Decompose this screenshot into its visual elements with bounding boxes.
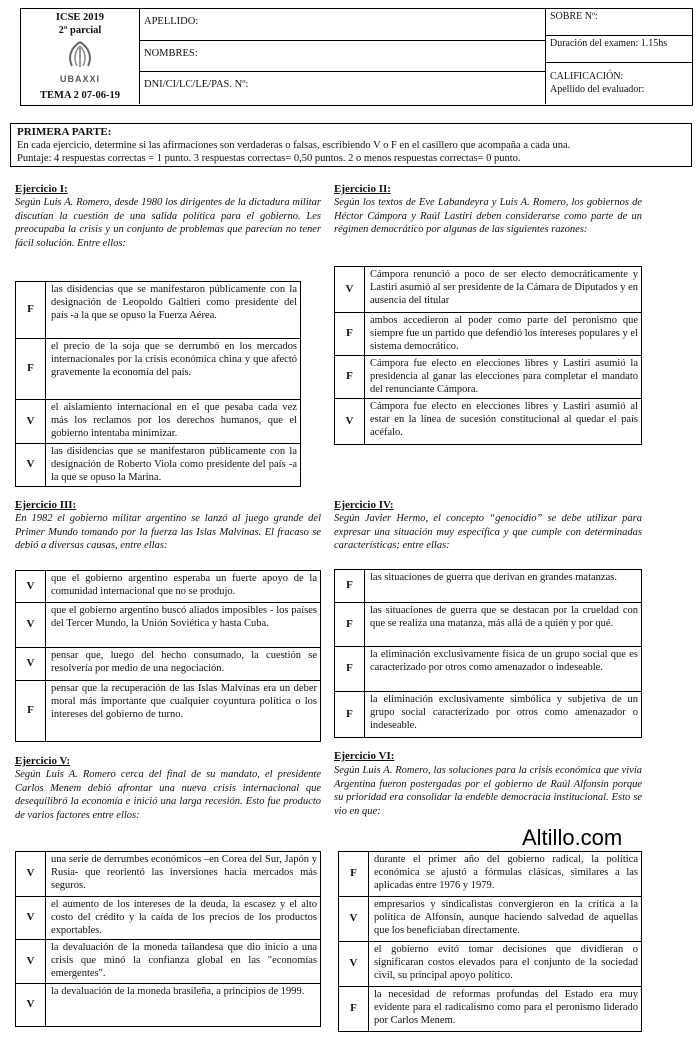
answer-box[interactable]: V <box>16 852 46 896</box>
table-row <box>16 681 320 741</box>
exercise-5-table <box>15 851 321 1027</box>
table-row <box>335 603 641 647</box>
sobre-field[interactable]: SOBRE Nº: <box>546 9 692 36</box>
answer-box[interactable]: F <box>16 681 46 741</box>
statement-text: la necesidad de reformas profundas del Estado era muy evidente para el radicalismo como para el peronismo liderado por Carlos Menem. <box>374 989 638 1026</box>
table-row <box>339 852 641 897</box>
table-row <box>335 313 641 356</box>
statement-text: la devaluación de la moneda tailandesa que dio inicio a una crisis que minó la confianza global en las "economías emergentes". <box>51 942 317 979</box>
answer-box[interactable]: V <box>335 399 365 444</box>
answer-box[interactable]: V <box>16 603 46 647</box>
evaluador-label: Apellido del evaluador: <box>550 83 645 95</box>
statement-text: la eliminación exclusivamente simbólica y subjetiva de un grupo social caracterizado por otros como amenazador o indeseable. <box>370 694 638 731</box>
table-row <box>16 339 300 400</box>
exercise-6-statement: Según Luis A. Romero, las soluciones para la crisis económica que vivía Argentina fueron postergadas por el gobierno de Raúl Alfonsín porque su prioridad era consolidar la endeble democracia institucional. Esto se vio en que: <box>334 765 642 817</box>
answer-box[interactable]: F <box>339 852 369 896</box>
table-row <box>16 897 320 940</box>
answer-box[interactable]: F <box>335 647 365 691</box>
answer-box[interactable]: F <box>335 570 365 602</box>
table-row <box>335 647 641 692</box>
logo-cell <box>21 9 140 104</box>
scoring-text: Puntaje: 4 respuestas correctas = 1 punto. 3 respuestas correctas= 0,50 puntos. 2 o menos respuestas correctas= 0 punto. <box>17 153 521 164</box>
statement-text: pensar que la recuperación de las Islas Malvinas era un deber moral más importante que cualquier coyuntura política o los intereses del gobierno de turno. <box>51 683 317 720</box>
table-row <box>335 570 641 603</box>
exercise-5-title: Ejercicio V : <box>15 755 70 769</box>
exam-parcial: 2º parcial <box>58 25 102 37</box>
instructions-box <box>10 123 692 167</box>
statement-text: las situaciones de guerra que se destacan por la crueldad con que se realiza una matanza, más allá de a quién y por qué. <box>370 605 638 629</box>
answer-box[interactable]: V <box>339 897 369 941</box>
statement-text: que el gobierno argentino esperaba un fuerte apoyo de la comunidad internacional que no se produjo. <box>51 573 317 597</box>
table-row <box>339 987 641 1031</box>
nombres-field[interactable]: NOMBRES: <box>140 41 545 73</box>
duracion-label: Duración del examen: 1.15hs <box>546 36 692 63</box>
answer-box[interactable]: F <box>339 987 369 1031</box>
table-row <box>16 940 320 984</box>
exercise-5-statement: Según Luis A. Romero cerca del final de su mandato, el presidente Carlos Menem debió afrontar una nueva crisis internacional que desequilibró la economía e inició una larga recesión. Esto fue producto de varios factores entre ellos: <box>15 769 321 821</box>
answer-box[interactable]: V <box>335 267 365 312</box>
statement-text: empresarios y sindicalistas convergieron en la crítica a la política de Alfonsín, aunque haciendo salvedad de aquellas que los beneficiaban directamente. <box>374 899 638 936</box>
table-row <box>16 282 300 339</box>
calificacion-field[interactable] <box>546 63 692 104</box>
statement-text: una serie de derrumbes económicos –en Corea del Sur, Japón y Rusia- que reorientó las inversiones hacia mercados más seguros. <box>51 854 317 891</box>
exercise-1-statement: Según Luis A. Romero, desde 1980 los dirigentes de la dictadura militar discutían la cuestión de una salida política para el gobierno. Les preocupaba la crisis y un conjunto de problemas que parecían no tener fácil solución. Entre ellos: <box>15 197 321 249</box>
statement-text: las disidencias que se manifestaron públicamente con la designación de Roberto Viola como presidente del país -a la que se opuso la Marina. <box>51 446 297 483</box>
exercise-4-statement: Según Javier Hermo, el concepto “genocidio” se debe utilizar para expresar una situación muy específica y que cumple con determinadas características; entre ellas: <box>334 513 642 551</box>
table-row <box>16 648 320 681</box>
exercise-3-title: Ejercicio III : <box>15 499 76 513</box>
answer-box[interactable]: V <box>16 400 46 443</box>
table-row <box>16 852 320 897</box>
table-row <box>339 897 641 942</box>
exercise-4-title: Ejercicio IV : <box>334 499 394 513</box>
statement-text: que el gobierno argentino buscó aliados imposibles - los países del Tercer Mundo, la Unión Soviética y hasta Cuba. <box>51 605 317 629</box>
answer-box[interactable]: V <box>339 942 369 986</box>
answer-box[interactable]: F <box>335 603 365 646</box>
exercise-1-title: Ejercicio I : <box>15 183 68 197</box>
table-row <box>339 942 641 987</box>
brand-name: UBAXXI <box>59 74 100 85</box>
instructions-text: En cada ejercicio, determine si las afirmaciones son verdaderas o falsas, escribiendo V o F en el casillero que acompaña a cada una. <box>17 140 571 151</box>
exercise-6-title: Ejercicio VI : <box>334 750 394 764</box>
statement-text: Cámpora fue electo en elecciones libres y Lastiri asumió al estar en la línea de sucesión constitucional al quedar el país acéfalo. <box>370 401 638 438</box>
statement-text: la eliminación exclusivamente física de un grupo social que es caracterizado por otros como amenazador o indeseable. <box>370 649 638 673</box>
answer-box[interactable]: V <box>16 897 46 939</box>
statement-text: la devaluación de la moneda brasileña, a principios de 1999. <box>51 986 305 997</box>
answer-box[interactable]: V <box>16 648 46 680</box>
altillo-watermark: Altillo.com <box>522 825 623 850</box>
exam-name: ICSE 2019 <box>55 12 105 23</box>
answer-box[interactable]: V <box>16 571 46 602</box>
statement-text: el aislamiento internacional en el que pesaba cada vez más los reclamos por los derechos humanos, que el gobierno intentaba minimizar. <box>51 402 297 439</box>
exercise-1-table <box>15 281 301 487</box>
section-title: PRIMERA PARTE: <box>17 126 112 138</box>
apellido-field[interactable]: APELLIDO: <box>140 9 545 41</box>
grading-fields <box>546 9 692 104</box>
dni-field[interactable]: DNI/CI/LC/LE/PAS. Nº: <box>144 79 249 91</box>
table-row <box>16 444 300 486</box>
table-row <box>16 400 300 444</box>
answer-box[interactable]: V <box>16 940 46 983</box>
answer-box[interactable]: F <box>16 339 46 399</box>
statement-text: el precio de la soja que se derrumbó en los mercados internacionales por la crisis económica china y que afectó gravemente la economía del país. <box>51 341 297 378</box>
exam-header <box>20 8 693 106</box>
exercise-3-table <box>15 570 321 742</box>
exercise-2-statement: Según los textos de Eve Labandeyra y Luis A. Romero, los gobiernos de Héctor Cámpora y Raúl Lastiri deben considerarse como parte de un régimen democrático por algunas de las siguientes razones: <box>334 197 642 235</box>
answer-box[interactable]: V <box>16 444 46 486</box>
statement-text: el gobierno evitó tomar decisiones que dividieran o significaran costos elevados para el conjunto de la sociedad civil, su principal apoyo político. <box>374 944 638 981</box>
answer-box[interactable]: F <box>335 356 365 398</box>
calificacion-label: CALIFICACIÓN: <box>550 71 624 82</box>
table-row <box>16 571 320 603</box>
exercise-2-table <box>334 266 642 445</box>
exercise-2-title: Ejercicio II : <box>334 183 391 197</box>
answer-box[interactable]: F <box>335 692 365 737</box>
statement-text: ambos accedieron al poder como parte del peronismo que siempre fue un partido que defendió los intereses populares y el sistema democrático. <box>370 315 638 352</box>
exercise-4-table <box>334 569 642 738</box>
table-row <box>335 356 641 399</box>
statement-text: las disidencias que se manifestaron públicamente con la designación de Leopoldo Galtieri como presidente del país -a la que se opuso la Fuerza Aérea. <box>51 284 297 321</box>
answer-box[interactable]: F <box>335 313 365 355</box>
table-row <box>16 603 320 648</box>
statement-text: durante el primer año del gobierno radical, la política económica se ajustó a fórmulas clásicas, similares a las aplicadas entre 1976 y 1979. <box>374 854 638 891</box>
table-row <box>16 984 320 1026</box>
student-fields <box>140 9 546 104</box>
answer-box[interactable]: F <box>16 282 46 338</box>
statement-text: las situaciones de guerra que derivan en grandes matanzas. <box>370 572 617 583</box>
statement-text: Cámpora renunció a poco de ser electo democráticamente y Lastiri asumió al ser presidente de la Cámara de Diputados y en ausencia del titular <box>370 269 638 306</box>
exam-tema: TEMA 2 07-06-19 <box>40 89 120 101</box>
exercise-6-table <box>338 851 642 1032</box>
exercise-3-statement: En 1982 el gobierno militar argentino se lanzó al juego grande del Primer Mundo tomando por la fuerza las Islas Malvinas. El fracaso se debió a diversas causas, entre ellas: <box>15 513 321 551</box>
table-row <box>335 692 641 737</box>
table-row <box>335 267 641 313</box>
statement-text: el aumento de los intereses de la deuda, la escasez y el alto costo del crédito y la caída de los precios de los productos exportables. <box>51 899 317 936</box>
answer-box[interactable]: V <box>16 984 46 1026</box>
statement-text: Cámpora fue electo en elecciones libres y Lastiri asumió la presidencia al ganar las elecciones para completar el mandato del renunciante Cámpora. <box>370 358 638 395</box>
ubaxxi-logo-icon <box>60 40 100 70</box>
table-row <box>335 399 641 444</box>
statement-text: pensar que, luego del hecho consumado, la cuestión se resolvería por medio de una negociación. <box>51 650 317 674</box>
